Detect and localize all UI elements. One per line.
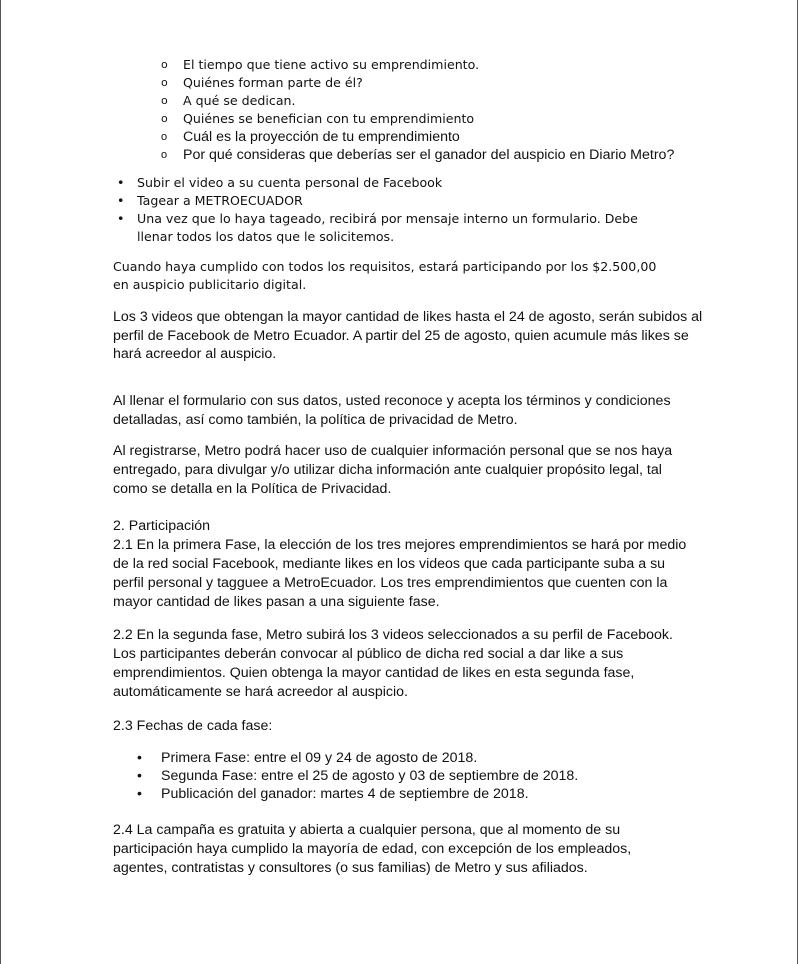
list-item: o Cuál es la proyección de tu emprendimiento — [161, 129, 460, 145]
participation-paragraph-2-4: 2.4 La campaña es gratuita y abierta a cualquier persona, que al momento de su participación haya cumplido la mayoría de edad, con excepción de los empleados, agentes, contratistas y consultores (o sus familias) de Metro y sus afiliados. — [113, 822, 632, 876]
circle-bullet-icon: o — [161, 58, 168, 71]
list-item: o Por qué consideras que deberías ser el ganador del auspicio en Diario Metro? — [161, 147, 675, 163]
bullet-icon: • — [117, 211, 125, 226]
bullet-icon: • — [117, 193, 125, 208]
circle-bullet-icon: o — [161, 112, 168, 125]
document-body — [113, 56, 713, 878]
list-item: • Una vez que lo haya tageado, recibirá por mensaje interno un formulario. Debe llenar todos los datos que le solicitemos. — [117, 211, 638, 244]
list-item: • Tagear a METROECUADOR — [117, 193, 303, 208]
bullet-icon: • — [117, 175, 125, 190]
sub-item-list — [113, 56, 713, 164]
list-item: o Quiénes forman parte de él? — [161, 75, 363, 90]
list-item: • Publicación del ganador: martes 4 de septiembre de 2018. — [137, 786, 529, 802]
circle-bullet-icon: o — [161, 149, 168, 161]
list-item: • Segunda Fase: entre el 25 de agosto y 03 de septiembre de 2018. — [137, 768, 579, 784]
section-title: 2. Participación — [113, 517, 210, 534]
bullet-icon: • — [137, 750, 142, 766]
dates-heading: 2.3 Fechas de cada fase: — [113, 717, 273, 734]
requirements-paragraph: Cuando haya cumplido con todos los requisitos, estará participando por los $2.500,00 en auspicio publicitario digital. — [113, 259, 657, 292]
list-item: • Primera Fase: entre el 09 y 24 de agosto de 2018. — [137, 750, 478, 766]
steps-list — [113, 174, 673, 246]
participation-paragraph-2-2: 2.2 En la segunda fase, Metro subirá los 3 videos seleccionados a su perfil de Facebook. Los participantes deberán convocar al público de dicha red social a dar like a sus emprendimientos. Quien obtenga la mayor cantidad de likes en esta segunda fase, automáticamente se hará acreedor al auspicio. — [113, 626, 673, 700]
dates-list — [113, 749, 713, 803]
circle-bullet-icon: o — [161, 131, 168, 143]
participation-paragraph-2-1: 2.1 En la primera Fase, la elección de los tres mejores emprendimientos se hará por medio de la red social Facebook, mediante likes en los videos que cada participante suba a su perfil personal y tagguee a MetroEcuador. Los tres emprendimientos que cuenten con la mayor cantidad de likes pasan a una siguiente fase. — [113, 536, 687, 610]
circle-bullet-icon: o — [161, 76, 168, 89]
list-item: o A qué se dedican. — [161, 93, 296, 108]
form-terms-paragraph: Al llenar el formulario con sus datos, usted reconoce y acepta los términos y condiciones detalladas, así como también, la política de privacidad de Metro. — [113, 392, 671, 428]
bullet-icon: • — [137, 768, 142, 784]
list-item: o Quiénes se benefician con tu emprendimiento — [161, 111, 475, 126]
list-item: o El tiempo que tiene activo su emprendimiento. — [161, 57, 480, 72]
list-item: • Subir el video a su cuenta personal de Facebook — [117, 175, 443, 190]
videos-paragraph: Los 3 videos que obtengan la mayor cantidad de likes hasta el 24 de agosto, serán subidos al perfil de Facebook de Metro Ecuador. A partir del 25 de agosto, quien acumule más likes se hará acreedor al auspicio. — [113, 309, 703, 362]
circle-bullet-icon: o — [161, 94, 168, 107]
privacy-paragraph: Al registrarse, Metro podrá hacer uso de cualquier información personal que se nos haya entregado, para divulgar y/o utilizar dicha información ante cualquier propósito legal, tal como se detalla en la Política de Privacidad. — [113, 442, 673, 497]
bullet-icon: • — [137, 786, 142, 802]
